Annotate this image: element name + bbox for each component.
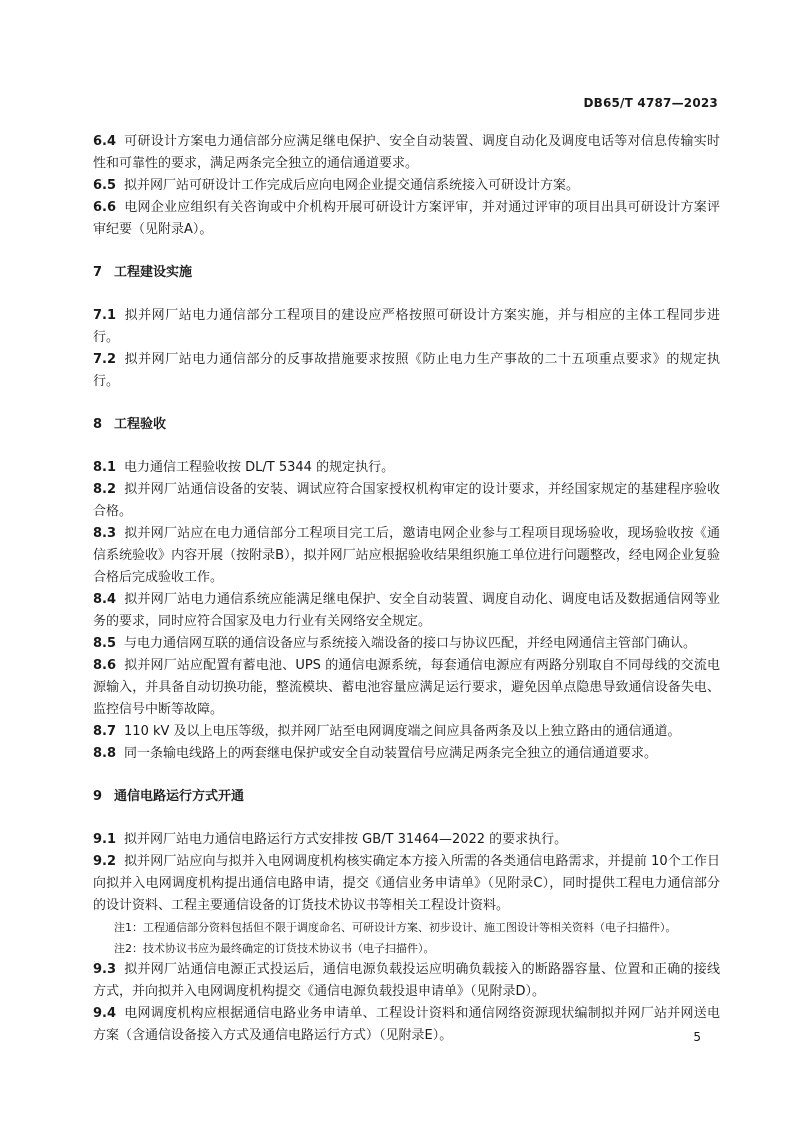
note-1: 注1：工程通信部分资料包括但不限于调度命名、可研设计方案、初步设计、施工图设计等相关资料（电子扫描件）。 xyxy=(114,921,677,934)
clause-text: 可研设计方案电力通信部分应满足继电保护、安全自动装置、调度自动化及调度电话等对信息传输实时性和可靠性的要求，满足两条完全独立的通信通道要求。 xyxy=(93,134,720,171)
clause-7-2 xyxy=(93,349,720,393)
clause-number: 8.1 xyxy=(93,460,117,475)
clause-number: 8.5 xyxy=(93,636,117,651)
standard-code: DB65/T 4787—2023 xyxy=(583,96,718,110)
heading-number: 7 xyxy=(93,265,103,280)
clause-number: 8.8 xyxy=(93,746,117,761)
clause-6-4 xyxy=(93,131,720,175)
clause-6-5 xyxy=(93,175,720,197)
clause-8-7 xyxy=(93,721,720,743)
clause-9-4 xyxy=(93,1003,720,1047)
clause-number: 8.3 xyxy=(93,526,117,541)
heading-text: 工程验收 xyxy=(114,417,167,432)
section-heading-7 xyxy=(93,262,720,284)
clause-8-4 xyxy=(93,589,720,633)
clause-text: 拟并网厂站通信设备的安装、调试应符合国家授权机构审定的设计要求，并经国家规定的基建程序验收合格。 xyxy=(93,482,720,519)
clause-text: 拟并网厂站通信电源正式投运后，通信电源负载投运应明确负载接入的断路器容量、位置和正确的接线方式，并向拟并入电网调度机构提交《通信电源负载投退申请单》（见附录D）。 xyxy=(93,962,720,999)
clause-text: 110 kV 及以上电压等级，拟并网厂站至电网调度端之间应具备两条及以上独立路由的通信通道。 xyxy=(124,724,681,739)
clause-number: 6.4 xyxy=(93,134,117,149)
clause-number: 9.1 xyxy=(93,832,117,847)
note-2: 注2：技术协议书应为最终确定的订货技术协议书（电子扫描件）。 xyxy=(114,942,435,955)
clause-7-1 xyxy=(93,305,720,349)
clause-text: 拟并网厂站电力通信系统应能满足继电保护、安全自动装置、调度自动化、调度电话及数据通信网等业务的要求，同时应符合国家及电力行业有关网络安全规定。 xyxy=(93,592,720,629)
clause-number: 8.4 xyxy=(93,592,117,607)
clause-text: 拟并网厂站应配置有蓄电池、UPS 的通信电源系统，每套通信电源应有两路分别取自不同母线的交流电源输入，并具备自动切换功能，整流模块、蓄电池容量应满足运行要求，避免因单点隐患导致通信设备失电、监控信号中断等故障。 xyxy=(93,658,720,717)
clause-text: 电力通信工程验收按 DL/T 5344 的规定执行。 xyxy=(124,460,395,475)
clause-number: 9.2 xyxy=(93,854,117,869)
clause-text: 与电力通信网互联的通信设备应与系统接入端设备的接口与协议匹配，并经电网通信主管部门确认。 xyxy=(124,636,697,651)
clause-number: 9.4 xyxy=(93,1006,117,1021)
clause-number: 6.5 xyxy=(93,178,117,193)
document-body xyxy=(93,131,720,1047)
clause-8-2 xyxy=(93,479,720,523)
heading-number: 9 xyxy=(93,789,103,804)
clause-text: 拟并网厂站电力通信部分工程项目的建设应严格按照可研设计方案实施，并与相应的主体工程同步进行。 xyxy=(93,308,720,345)
section-heading-8 xyxy=(93,414,720,436)
heading-number: 8 xyxy=(93,417,103,432)
clause-8-3 xyxy=(93,523,720,589)
clause-9-3 xyxy=(93,959,720,1003)
clause-8-8 xyxy=(93,743,720,765)
page-number: 5 xyxy=(693,1030,701,1044)
clause-text: 拟并网厂站电力通信部分的反事故措施要求按照《防止电力生产事故的二十五项重点要求》的规定执行。 xyxy=(93,352,720,389)
heading-text: 工程建设实施 xyxy=(114,265,193,280)
clause-number: 9.3 xyxy=(93,962,117,977)
clause-8-6 xyxy=(93,655,720,721)
clause-number: 7.2 xyxy=(93,352,117,367)
heading-text: 通信电路运行方式开通 xyxy=(114,789,245,804)
clause-text: 拟并网厂站应向与拟并入电网调度机构核实确定本方接入所需的各类通信电路需求，并提前 10个工作日向拟并入电网调度机构提出通信电路申请，提交《通信业务申请单》（见附录C），同时提供工程电力通信部分的设计资料、工程主要通信设备的订货技术协议书等相关工程设计资料。 xyxy=(93,854,720,913)
clause-text: 拟并网厂站可研设计工作完成后应向电网企业提交通信系统接入可研设计方案。 xyxy=(124,178,580,193)
clause-number: 8.6 xyxy=(93,658,117,673)
clause-text: 同一条输电线路上的两套继电保护或安全自动装置信号应满足两条完全独立的通信通道要求。 xyxy=(124,746,658,761)
clause-number: 8.2 xyxy=(93,482,117,497)
clause-9-1 xyxy=(93,829,720,851)
clause-text: 拟并网厂站应在电力通信部分工程项目完工后，邀请电网企业参与工程项目现场验收，现场验收按《通信系统验收》内容开展（按附录B），拟并网厂站应根据验收结果组织施工单位进行问题整改，经电网企业复验合格后完成验收工作。 xyxy=(93,526,720,585)
clause-text: 拟并网厂站电力通信电路运行方式安排按 GB/T 31464—2022 的要求执行。 xyxy=(124,832,568,847)
section-heading-9 xyxy=(93,786,720,808)
clause-8-1 xyxy=(93,457,720,479)
clause-text: 电网调度机构应根据通信电路业务申请单、工程设计资料和通信网络资源现状编制拟并网厂站并网送电方案（含通信设备接入方式及通信电路运行方式）（见附录E）。 xyxy=(93,1006,720,1043)
clause-9-2 xyxy=(93,851,720,917)
clause-6-6 xyxy=(93,197,720,241)
clause-number: 6.6 xyxy=(93,200,117,215)
clause-8-5 xyxy=(93,633,720,655)
clause-text: 电网企业应组织有关咨询或中介机构开展可研设计方案评审，并对通过评审的项目出具可研设计方案评审纪要（见附录A）。 xyxy=(93,200,720,237)
clause-number: 8.7 xyxy=(93,724,117,739)
clause-number: 7.1 xyxy=(93,308,117,323)
